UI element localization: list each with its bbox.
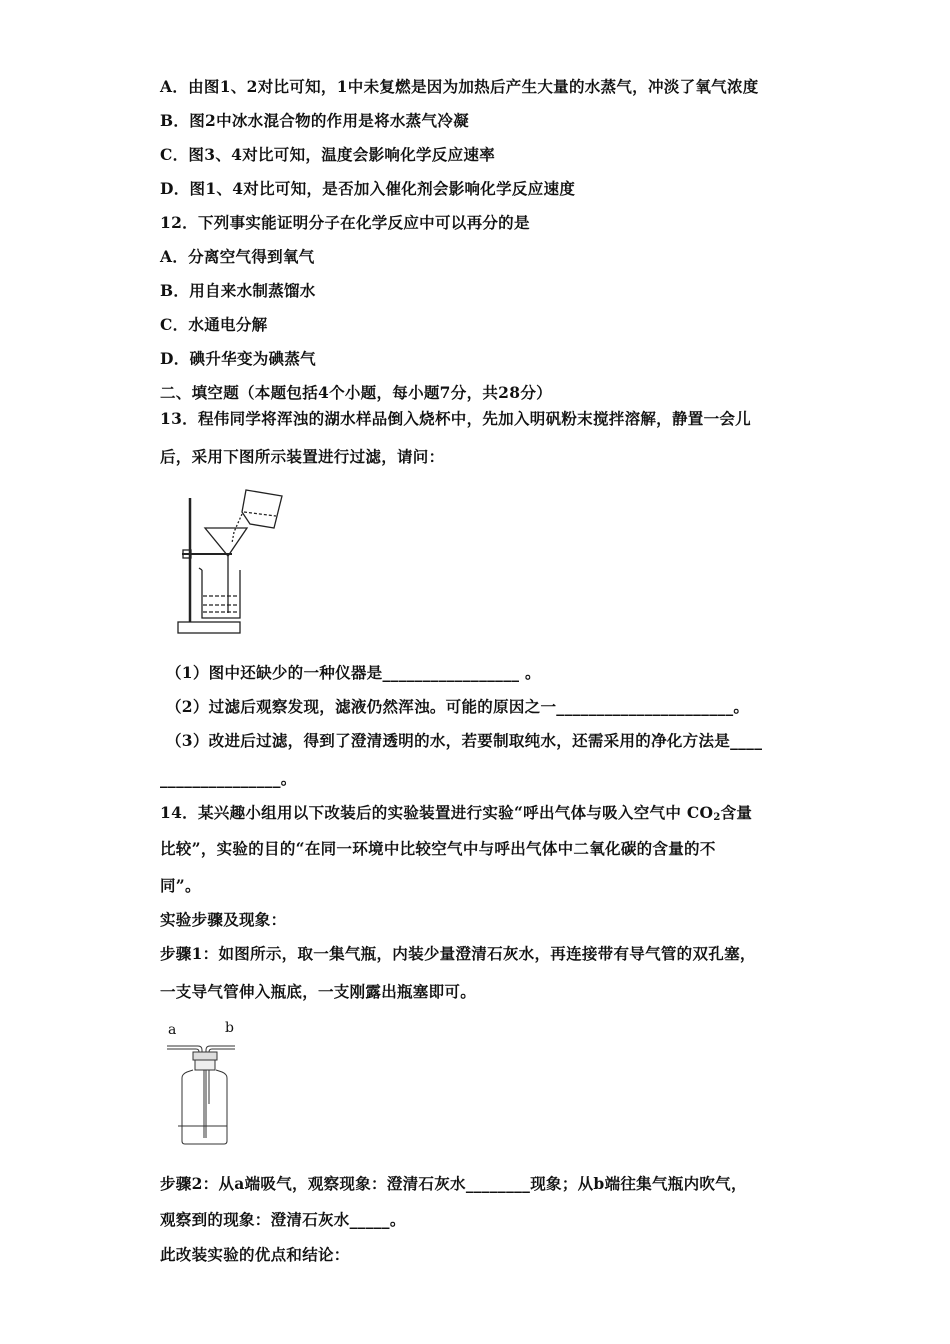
- q12-option-d: D．碘升华变为碘蒸气: [160, 349, 316, 368]
- label-a: a: [168, 1022, 177, 1038]
- q12-option-c: C．水通电分解: [160, 315, 268, 334]
- q14-stem-text-a: 14．某兴趣小组用以下改装后的实验装置进行实验“呼出气体与吸入空气中 CO: [160, 803, 714, 822]
- q11-option-d: D．图1、4对比可知，是否加入催化剂会影响化学反应速度: [160, 179, 576, 198]
- step2-line1: 步骤2：从a端吸气，观察现象：澄清石灰水________现象；从b端往集气瓶内吹气，: [160, 1174, 747, 1193]
- step2-line2: 观察到的现象：澄清石灰水_____。: [160, 1210, 406, 1229]
- q13-stem-line2: 后，采用下图所示装置进行过滤，请问：: [160, 447, 445, 466]
- q12-stem: 12．下列事实能证明分子在化学反应中可以再分的是: [160, 213, 530, 232]
- co2-subscript: 2: [713, 812, 721, 823]
- q11-option-b: B．图2中冰水混合物的作用是将水蒸气冷凝: [160, 111, 469, 130]
- step1-line1: 步骤1：如图所示，取一集气瓶，内装少量澄清石灰水，再连接带有导气管的双孔塞，: [160, 944, 756, 963]
- conclusion-heading: 此改装实验的优点和结论：: [160, 1245, 350, 1264]
- steps-heading: 实验步骤及现象：: [160, 910, 287, 929]
- q13-stem-line1: 13．程伟同学将浑浊的湖水样品倒入烧杯中，先加入明矾粉末搅拌溶解，静置一会儿: [160, 409, 751, 428]
- q12-option-a: A．分离空气得到氧气: [160, 247, 315, 266]
- q13-sub3: （3）改进后过滤，得到了澄清透明的水，若要制取纯水，还需采用的净化方法是____: [166, 731, 763, 750]
- q13-sub1: （1）图中还缺少的一种仪器是_________________ 。: [166, 663, 541, 682]
- q11-option-a: A．由图1、2对比可知，1中未复燃是因为加热后产生大量的水蒸气，冲淡了氧气浓度: [160, 77, 759, 96]
- q14-stem-text-b: 含量: [720, 803, 753, 822]
- q13-sub2: （2）过滤后观察发现，滤液仍然浑浊。可能的原因之一______________________。: [166, 697, 750, 716]
- step1-line2: 一支导气管伸入瓶底，一支刚露出瓶塞即可。: [160, 982, 477, 1001]
- q14-stem-line1: [160, 803, 752, 828]
- label-b: b: [225, 1020, 234, 1036]
- gas-bottle-figure: [160, 1038, 250, 1150]
- section-title: 二、填空题（本题包括4个小题，每小题7分，共28分）: [160, 383, 552, 402]
- q14-stem-line3: 同”。: [160, 876, 201, 895]
- filtration-apparatus-figure: [170, 488, 300, 638]
- q14-stem-line2: 比较”，实验的目的“在同一环境中比较空气中与呼出气体中二氧化碳的含量的不: [160, 839, 716, 858]
- q12-option-b: B．用自来水制蒸馏水: [160, 281, 316, 300]
- q13-sub3-continued: _______________。: [160, 769, 297, 788]
- q11-option-c: C．图3、4对比可知，温度会影响化学反应速率: [160, 145, 496, 164]
